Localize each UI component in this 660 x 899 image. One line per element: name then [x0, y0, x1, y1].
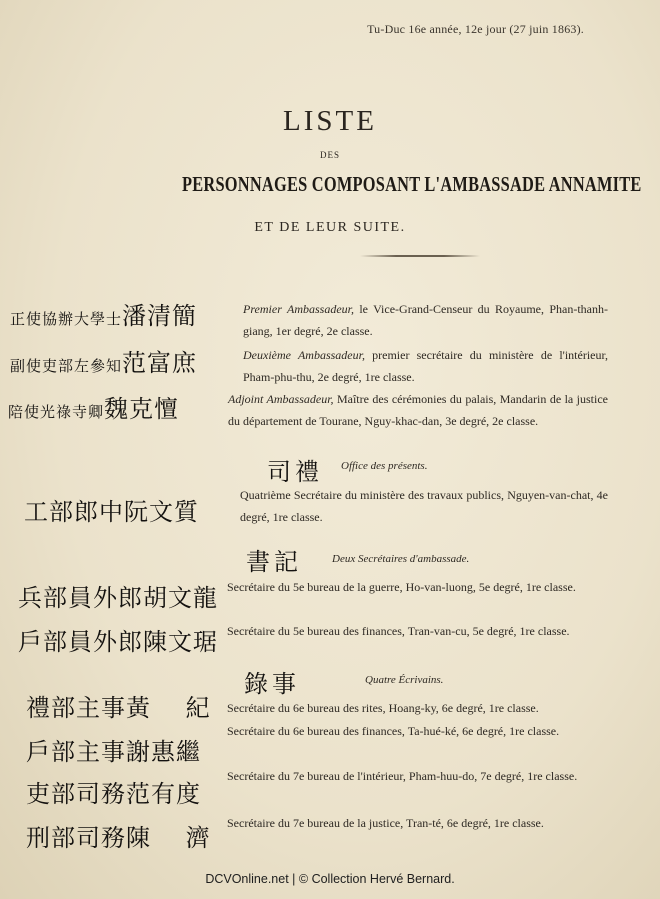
title-des: DES	[319, 150, 340, 160]
entry-5-description: Secrétaire du 5e bureau de la guerre, Ho-van-luong, 5e degré, 1re classe.	[227, 580, 576, 594]
title-main: PERSONNAGES COMPOSANT L'AMBASSADE ANNAMITE	[182, 172, 642, 196]
entry-8-text	[227, 720, 608, 742]
page-header: Tu-Duc 16e année, 12e jour (27 juin 1863).	[367, 22, 584, 36]
entry-6-description: Secrétaire du 5e bureau des finances, Tran-van-cu, 5e degré, 1re classe.	[227, 624, 570, 638]
entry-1-chinese	[10, 296, 197, 331]
entry-10-description: Secrétaire du 7e bureau de la justice, Tran-té, 6e degré, 1re classe.	[227, 816, 544, 830]
title-sub: ET DE LEUR SUITE.	[254, 220, 406, 235]
entry-1-text	[243, 298, 608, 342]
entry-3-chinese-title: 陪使光祿寺卿	[8, 403, 105, 421]
entry-8-chinese	[26, 732, 201, 767]
section-1-chinese: 司禮	[267, 458, 323, 486]
entry-8-chinese-name: 謝惠繼	[126, 738, 201, 766]
entry-5-chinese	[18, 578, 218, 613]
entry-5-chinese-name: 胡文龍	[143, 584, 218, 612]
entry-1-role: Premier Ambassadeur,	[243, 302, 354, 316]
entry-4-chinese-title: 工部郎中	[24, 498, 124, 526]
entry-9-description: Secrétaire du 7e bureau de l'intérieur, Pham-huu-do, 7e degré, 1re classe.	[227, 769, 578, 783]
entry-2-description: premier secrétaire du ministère de l'intérieur, Pham-phu-thu, 2e degré, 1re classe.	[243, 348, 608, 384]
title-liste: LISTE	[283, 105, 377, 137]
entry-5-chinese-title: 兵部員外郎	[18, 584, 143, 612]
entry-3-description: Maître des cérémonies du palais, Mandarin de la justice du département de Tourane, Nguy-khac-dan, 3e degré, 2e classe.	[228, 392, 608, 428]
entry-3-text	[228, 388, 608, 432]
entry-7-description: Secrétaire du 6e bureau des rites, Hoang-ky, 6e degré, 1re classe.	[227, 701, 539, 715]
entry-2-chinese-name: 范富庶	[122, 349, 198, 377]
section-3-title: Quatre Écrivains.	[365, 674, 444, 686]
entry-4-chinese-name: 阮文質	[124, 498, 199, 526]
entry-9-text	[227, 765, 608, 787]
entry-1-description: le Vice-Grand-Censeur du Royaume, Phan-thanh-giang, 1er degré, 2e classe.	[243, 302, 608, 338]
entry-5-text	[227, 576, 608, 598]
entry-2-role: Deuxième Ambassadeur,	[243, 348, 365, 362]
entry-6-chinese-title: 戶部員外郎	[18, 628, 143, 656]
entry-1-chinese-title: 正使協辦大學士	[10, 310, 123, 328]
entry-8-description: Secrétaire du 6e bureau des finances, Ta-hué-ké, 6e degré, 1re classe.	[227, 724, 560, 738]
entry-4-text	[240, 484, 608, 528]
entry-2-chinese	[10, 343, 197, 378]
entry-7-text	[227, 697, 608, 719]
entry-10-chinese-title: 刑部司務	[26, 824, 126, 852]
entry-3-role: Adjoint Ambassadeur,	[228, 392, 334, 406]
entry-9-chinese-name: 范有度	[126, 780, 201, 808]
entry-9-chinese	[26, 774, 201, 809]
entry-2-text	[243, 344, 608, 388]
entry-9-chinese-title: 吏部司務	[26, 780, 126, 808]
entry-7-chinese-name: 黃 紀	[126, 694, 224, 722]
entry-10-chinese-name: 陳 濟	[126, 824, 224, 852]
entry-7-chinese	[26, 688, 224, 723]
entry-10-text	[227, 812, 608, 834]
watermark-credit: DCVOnline.net | © Collection Hervé Bernard.	[205, 872, 455, 886]
section-2-title: Deux Secrétaires d'ambassade.	[332, 553, 470, 565]
entry-1-chinese-name: 潘清簡	[122, 302, 198, 330]
section-3-chinese: 錄事	[244, 670, 300, 698]
entry-4-chinese	[24, 492, 199, 527]
title-divider	[360, 255, 480, 257]
entry-2-chinese-title: 副使吏部左參知	[10, 357, 123, 375]
entry-8-chinese-title: 戶部主事	[26, 738, 126, 766]
entry-6-chinese-name: 陳文琚	[143, 628, 218, 656]
entry-7-chinese-title: 禮部主事	[26, 694, 126, 722]
entry-6-text	[227, 620, 608, 642]
entry-3-chinese	[8, 389, 179, 424]
section-1-title: Office des présents.	[341, 460, 428, 472]
entry-10-chinese	[26, 818, 224, 853]
section-2-chinese: 書記	[246, 548, 302, 576]
entry-3-chinese-name: 魏克憻	[104, 395, 180, 423]
entry-6-chinese	[18, 622, 218, 657]
entry-4-description: Quatrième Secrétaire du ministère des travaux publics, Nguyen-van-chat, 4e degré, 1re classe.	[240, 488, 608, 524]
